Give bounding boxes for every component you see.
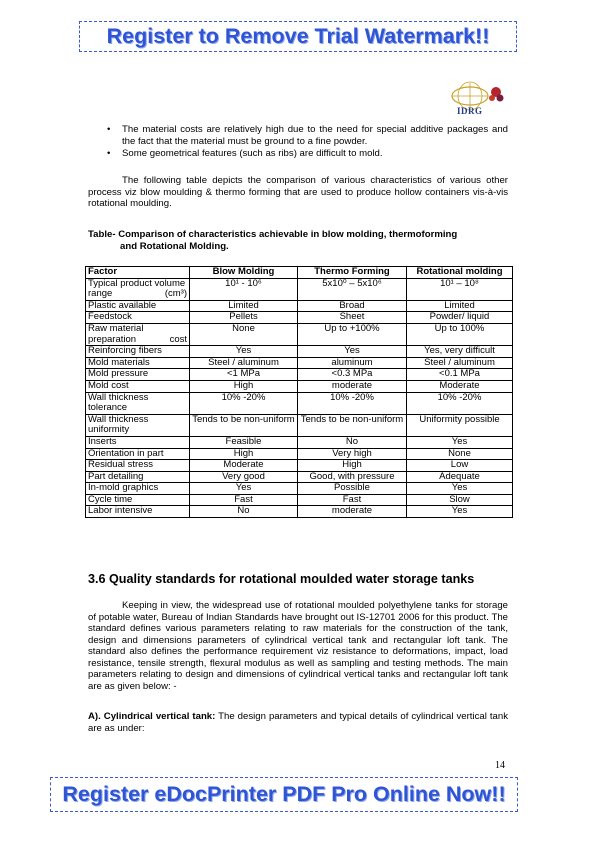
table-cell-blow: <1 MPa — [190, 369, 298, 381]
table-cell-blow: Feasible — [190, 436, 298, 448]
intro-paragraph: The following table depicts the comparison of various characteristics of various other process viz blow moulding & thermo forming that are used to produce hollow containers vis-à-vis rotational moulding. — [88, 175, 508, 209]
comparison-table — [85, 266, 513, 518]
table-cell-rot: Uniformity possible — [407, 414, 513, 436]
table-cell-thermo: Broad — [298, 300, 407, 312]
table-cell-thermo: Yes — [298, 346, 407, 358]
section-heading: 3.6 Quality standards for rotational moulded water storage tanks — [88, 572, 475, 586]
table-cell-rot: 10¹ – 10⁸ — [407, 278, 513, 300]
table-row — [86, 369, 513, 381]
quality-paragraph: Keeping in view, the widespread use of rotational moulded polyethylene tanks for storage of potable water, Bureau of Indian Standards have brought out IS-12701 2006 for this product. The standard defines various parameters relating to raw materials for the construction of the tank, design and dimensions parameters of cylindrical vertical tank and rectangular loft tank. The standard also defines the performance requirement viz resistance to deformations, impact, load resistance, tensile strength, flexural modulus as well as sampling and testing methods. The main parameters relating to design and dimensions of cylindrical vertical tanks and rectangular loft tank are as given below: - — [88, 600, 508, 692]
table-cell-rot: Steel / aluminum — [407, 357, 513, 369]
table-cell-factor: Mold materials — [86, 357, 190, 369]
bullet-item: • The material costs are relatively high due to the need for special additive packages and the fact that the material must be ground to a fine powder. — [107, 124, 508, 147]
table-cell-thermo: Tends to be non-uniform — [298, 414, 407, 436]
table-row — [86, 278, 513, 300]
table-cell-blow: Yes — [190, 483, 298, 495]
table-cell-rot: Yes — [407, 436, 513, 448]
table-cell-blow: Limited — [190, 300, 298, 312]
table-cell-rot: Moderate — [407, 380, 513, 392]
table-cell-blow: Tends to be non-uniform — [190, 414, 298, 436]
table-cell-blow: Very good — [190, 471, 298, 483]
table-cell-factor: Wall thickness tolerance — [86, 392, 190, 414]
table-row — [86, 392, 513, 414]
trial-watermark-top: Register to Remove Trial Watermark!! — [79, 21, 517, 52]
table-cell-blow: 10% -20% — [190, 392, 298, 414]
table-cell-thermo: moderate — [298, 380, 407, 392]
table-row — [86, 300, 513, 312]
bullet-icon: • — [107, 124, 111, 135]
table-cell-thermo: 10% -20% — [298, 392, 407, 414]
table-cell-blow: Pellets — [190, 312, 298, 324]
table-cell-rot: None — [407, 448, 513, 460]
header-factor: Factor — [86, 267, 190, 279]
table-cell-blow: Fast — [190, 494, 298, 506]
table-cell-factor: Mold pressure — [86, 369, 190, 381]
table-header-row — [86, 267, 513, 279]
table-cell-thermo: moderate — [298, 506, 407, 518]
logo-text: IDRG — [457, 106, 483, 116]
table-cell-rot: Up to 100% — [407, 323, 513, 345]
bullet-list — [88, 124, 508, 161]
table-cell-blow: Steel / aluminum — [190, 357, 298, 369]
table-cell-blow: Yes — [190, 346, 298, 358]
table-cell-rot: Yes, very difficult — [407, 346, 513, 358]
table-cell-factor: Raw material preparation cost — [86, 323, 190, 345]
table-cell-rot: Powder/ liquid — [407, 312, 513, 324]
table-row — [86, 346, 513, 358]
table-cell-rot: Yes — [407, 483, 513, 495]
table-cell-rot: Slow — [407, 494, 513, 506]
header-rotational-molding: Rotational molding — [407, 267, 513, 279]
table-row — [86, 471, 513, 483]
table-cell-thermo: Sheet — [298, 312, 407, 324]
table-cell-rot: Low — [407, 460, 513, 472]
table-cell-thermo: High — [298, 460, 407, 472]
table-cell-thermo: Possible — [298, 483, 407, 495]
table-cell-thermo: Fast — [298, 494, 407, 506]
table-cell-factor: Inserts — [86, 436, 190, 448]
cylindrical-tank-paragraph: A). Cylindrical vertical tank: The design parameters and typical details of cylindrical vertical tank are as under: — [88, 711, 508, 734]
table-cell-rot: 10% -20% — [407, 392, 513, 414]
table-cell-blow: 10¹ - 10⁶ — [190, 278, 298, 300]
table-cell-factor: Part detailing — [86, 471, 190, 483]
table-cell-factor: Labor intensive — [86, 506, 190, 518]
table-caption: Table- Comparison of characteristics achievable in blow molding, thermoforming and Rotational Molding. — [88, 229, 458, 252]
table-cell-thermo: 5x10⁰ – 5x10⁶ — [298, 278, 407, 300]
table-row — [86, 323, 513, 345]
table-cell-thermo: aluminum — [298, 357, 407, 369]
table-row — [86, 312, 513, 324]
table-cell-thermo: Up to +100% — [298, 323, 407, 345]
table-cell-rot: Adequate — [407, 471, 513, 483]
table-cell-factor: Orientation in part — [86, 448, 190, 460]
table-cell-blow: None — [190, 323, 298, 345]
table-cell-factor: Mold cost — [86, 380, 190, 392]
table-row — [86, 494, 513, 506]
table-cell-factor: Wall thickness uniformity — [86, 414, 190, 436]
table-cell-rot: <0.1 MPa — [407, 369, 513, 381]
table-cell-blow: Moderate — [190, 460, 298, 472]
table-row — [86, 506, 513, 518]
table-row — [86, 483, 513, 495]
page-number: 14 — [495, 760, 505, 771]
table-cell-rot: Limited — [407, 300, 513, 312]
header-thermo-forming: Thermo Forming — [298, 267, 407, 279]
table-cell-blow: No — [190, 506, 298, 518]
header-blow-molding: Blow Molding — [190, 267, 298, 279]
table-cell-factor: Plastic available — [86, 300, 190, 312]
table-row — [86, 380, 513, 392]
table-row — [86, 436, 513, 448]
table-cell-thermo: No — [298, 436, 407, 448]
table-cell-factor: Cycle time — [86, 494, 190, 506]
bullet-icon: • — [107, 148, 111, 159]
table-cell-factor: Reinforcing fibers — [86, 346, 190, 358]
trial-watermark-bottom: Register eDocPrinter PDF Pro Online Now!! — [50, 777, 518, 812]
table-cell-factor: In-mold graphics — [86, 483, 190, 495]
table-cell-factor: Typical product volume range (cm³) — [86, 278, 190, 300]
table-cell-thermo: <0.3 MPa — [298, 369, 407, 381]
table-cell-blow: High — [190, 448, 298, 460]
table-row — [86, 460, 513, 472]
table-row — [86, 414, 513, 436]
table-cell-thermo: Good, with pressure — [298, 471, 407, 483]
table-cell-rot: Yes — [407, 506, 513, 518]
table-cell-factor: Feedstock — [86, 312, 190, 324]
table-cell-thermo: Very high — [298, 448, 407, 460]
table-cell-factor: Residual stress — [86, 460, 190, 472]
table-row — [86, 357, 513, 369]
table-cell-blow: High — [190, 380, 298, 392]
bullet-item: • Some geometrical features (such as ribs) are difficult to mold. — [107, 148, 383, 159]
table-row — [86, 448, 513, 460]
